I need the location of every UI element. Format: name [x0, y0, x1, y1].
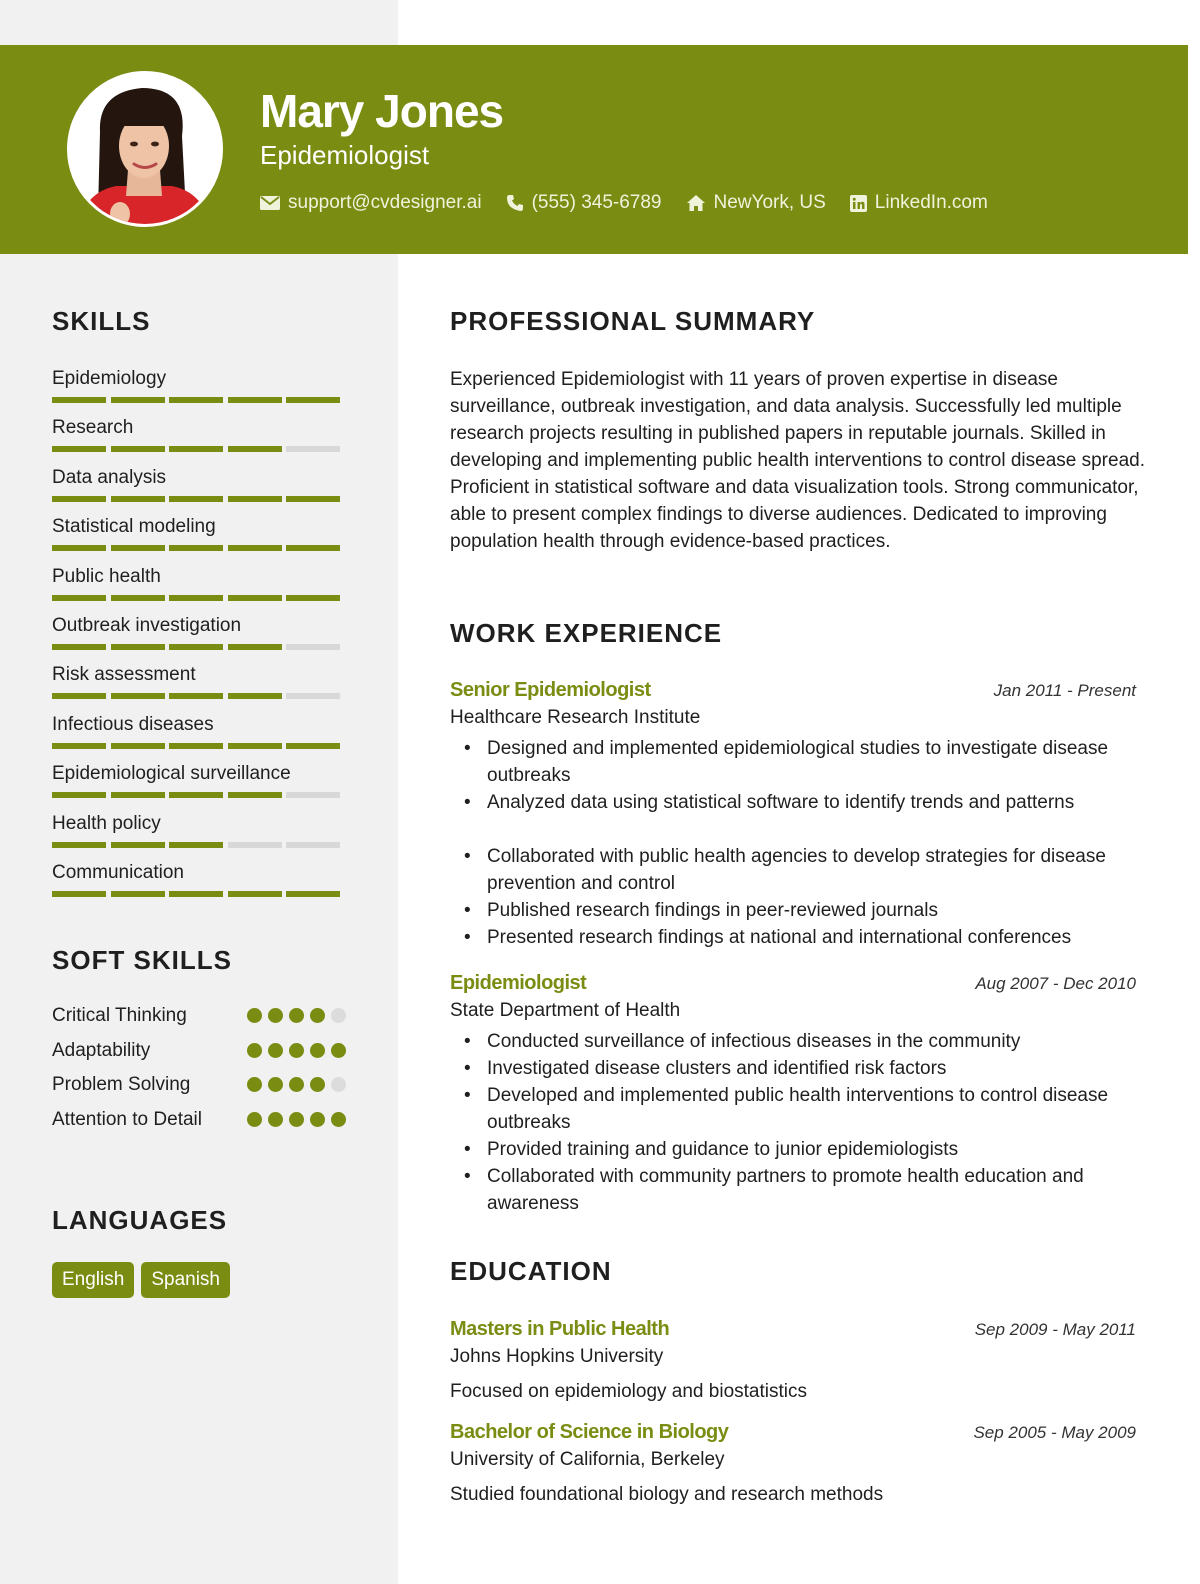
- skill-level-segment: [52, 496, 106, 502]
- job-role: Epidemiologist: [450, 972, 587, 994]
- skill-level-segment: [52, 693, 106, 699]
- education-entry: [450, 1418, 1136, 1508]
- school-name: Johns Hopkins University: [450, 1346, 664, 1367]
- skill-item: [52, 712, 346, 761]
- soft-skill-name: Problem Solving: [52, 1074, 191, 1095]
- bullet-item: • Conducted surveillance of infectious diseases in the community: [450, 1028, 1136, 1055]
- skill-name: Infectious diseases: [52, 713, 214, 735]
- bullet-item: • Analyzed data using statistical software to identify trends and patterns: [450, 789, 1136, 816]
- skill-level-segment: [286, 842, 340, 848]
- soft-skill-item: [52, 1106, 346, 1160]
- skill-level-segment: [169, 397, 223, 403]
- bullet-item: • Designed and implemented epidemiological studies to investigate disease outbreaks: [450, 735, 1136, 789]
- skill-level-segment: [111, 545, 165, 551]
- skill-level-segment: [111, 446, 165, 452]
- skill-level-segment: [52, 792, 106, 798]
- skill-level-bar: [52, 693, 346, 699]
- skill-item: [52, 514, 346, 563]
- skill-level-segment: [52, 743, 106, 749]
- skill-level-segment: [111, 891, 165, 897]
- skill-level-segment: [228, 496, 282, 502]
- bullet-item: • Investigated disease clusters and identified risk factors: [450, 1055, 1136, 1082]
- job-organization: Healthcare Research Institute: [450, 707, 701, 728]
- job-bullets: [450, 1028, 1136, 1217]
- contact-phone-text: (555) 345-6789: [531, 192, 662, 213]
- skill-level-bar: [52, 644, 346, 650]
- skill-level-segment: [228, 545, 282, 551]
- skill-level-bar: [52, 545, 346, 551]
- skill-level-segment: [169, 595, 223, 601]
- rating-dot: [268, 1112, 283, 1127]
- soft-skills-heading: SOFT SKILLS: [52, 945, 232, 975]
- skill-level-segment: [111, 743, 165, 749]
- job-organization: State Department of Health: [450, 1000, 681, 1021]
- skill-level-segment: [228, 891, 282, 897]
- language-badge: Spanish: [141, 1262, 230, 1298]
- skill-level-segment: [52, 397, 106, 403]
- education-heading: EDUCATION: [450, 1256, 612, 1286]
- education-description: Studied foundational biology and research methods: [450, 1484, 884, 1505]
- bullet-item: • Provided training and guidance to junior epidemiologists: [450, 1136, 1136, 1163]
- soft-skill-rating: [241, 1008, 346, 1023]
- soft-skill-rating: [241, 1077, 346, 1092]
- skill-name: Data analysis: [52, 466, 167, 488]
- bullet-item: • Developed and implemented public health interventions to control disease outbreaks: [450, 1082, 1136, 1136]
- rating-dot: [331, 1008, 346, 1023]
- skill-level-segment: [228, 446, 282, 452]
- contact-email-text: support@cvdesigner.ai: [288, 192, 482, 213]
- skill-level-segment: [169, 644, 223, 650]
- skill-level-segment: [169, 545, 223, 551]
- rating-dot: [289, 1077, 304, 1092]
- bullet-item: • Published research findings in peer-reviewed journals: [450, 897, 1136, 924]
- skill-level-segment: [228, 842, 282, 848]
- skill-level-bar: [52, 397, 346, 403]
- linkedin-icon: [850, 195, 867, 212]
- rating-dot: [247, 1043, 262, 1058]
- skill-item: [52, 860, 346, 909]
- soft-skill-name: Attention to Detail: [52, 1108, 202, 1130]
- skill-name: Health policy: [52, 812, 161, 834]
- skill-level-segment: [111, 496, 165, 502]
- skill-level-bar: [52, 496, 346, 502]
- skill-level-segment: [286, 595, 340, 601]
- skill-item: [52, 662, 346, 711]
- degree-name: Bachelor of Science in Biology: [450, 1421, 729, 1443]
- rating-dot: [331, 1043, 346, 1058]
- rating-dot: [289, 1112, 304, 1127]
- bullet-item: • Collaborated with community partners to promote health education and awareness: [450, 1163, 1136, 1217]
- contact-location-text: NewYork, US: [713, 192, 826, 213]
- soft-skill-name: Adaptability: [52, 1039, 151, 1061]
- soft-skill-item: [52, 1071, 346, 1106]
- skill-level-segment: [169, 842, 223, 848]
- skill-level-segment: [169, 446, 223, 452]
- languages-heading: LANGUAGES: [52, 1205, 228, 1235]
- skill-level-segment: [52, 446, 106, 452]
- rating-dot: [268, 1077, 283, 1092]
- skill-level-segment: [228, 397, 282, 403]
- skill-level-segment: [228, 792, 282, 798]
- experience-entry: [450, 969, 1136, 1217]
- skill-level-segment: [169, 693, 223, 699]
- soft-skill-rating: [241, 1043, 346, 1058]
- skill-level-segment: [286, 397, 340, 403]
- skill-level-segment: [286, 545, 340, 551]
- skill-level-segment: [111, 842, 165, 848]
- rating-dot: [310, 1077, 325, 1092]
- soft-skill-rating: [241, 1112, 346, 1127]
- skill-name: Epidemiological surveillance: [52, 763, 291, 785]
- skill-level-bar: [52, 891, 346, 897]
- skill-level-segment: [286, 644, 340, 650]
- rating-dot: [247, 1008, 262, 1023]
- bullet-item: • Collaborated with public health agencies to develop strategies for disease prevention and control: [450, 843, 1136, 897]
- summary-heading: PROFESSIONAL SUMMARY: [450, 306, 816, 336]
- soft-skill-item: [52, 1037, 346, 1072]
- skill-name: Statistical modeling: [52, 516, 216, 538]
- rating-dot: [331, 1077, 346, 1092]
- skill-level-segment: [111, 397, 165, 403]
- contact-location: [686, 192, 826, 214]
- rating-dot: [268, 1043, 283, 1058]
- skill-level-segment: [169, 891, 223, 897]
- skill-name: Outbreak investigation: [52, 614, 242, 636]
- skill-level-bar: [52, 842, 346, 848]
- soft-skills-list: [52, 1002, 346, 1160]
- rating-dot: [247, 1077, 262, 1092]
- skill-item: [52, 761, 346, 810]
- skill-item: [52, 415, 346, 464]
- job-role: Senior Epidemiologist: [450, 679, 651, 701]
- experience-entry: [450, 676, 1136, 951]
- skill-level-segment: [286, 792, 340, 798]
- skills-list: [52, 366, 346, 909]
- skill-item: [52, 613, 346, 662]
- education-entry: [450, 1315, 1136, 1405]
- skill-level-bar: [52, 792, 346, 798]
- skill-name: Public health: [52, 565, 161, 587]
- skill-item: [52, 465, 346, 514]
- skill-item: [52, 366, 346, 415]
- phone-icon: [506, 194, 524, 212]
- rating-dot: [310, 1043, 325, 1058]
- skill-name: Risk assessment: [52, 664, 196, 686]
- skill-level-segment: [169, 496, 223, 502]
- skill-level-segment: [111, 595, 165, 601]
- skill-level-segment: [52, 842, 106, 848]
- envelope-icon: [260, 195, 280, 211]
- job-title: Epidemiologist: [260, 140, 430, 170]
- skill-level-bar: [52, 446, 346, 452]
- candidate-name: Mary Jones: [260, 85, 504, 137]
- skill-level-segment: [52, 545, 106, 551]
- skill-level-bar: [52, 595, 346, 601]
- skill-level-segment: [286, 891, 340, 897]
- skill-level-segment: [111, 693, 165, 699]
- language-badge: English: [52, 1262, 134, 1298]
- rating-dot: [289, 1043, 304, 1058]
- rating-dot: [268, 1008, 283, 1023]
- skill-level-segment: [169, 743, 223, 749]
- soft-skill-name: Critical Thinking: [52, 1005, 187, 1026]
- skill-level-segment: [228, 743, 282, 749]
- skill-level-segment: [52, 644, 106, 650]
- education-dates: Sep 2009 - May 2011: [974, 1320, 1136, 1339]
- rating-dot: [331, 1112, 346, 1127]
- skill-level-segment: [228, 693, 282, 699]
- job-bullets: [450, 735, 1136, 951]
- skill-level-segment: [111, 644, 165, 650]
- contact-linkedin[interactable]: [850, 192, 988, 214]
- skill-level-segment: [228, 595, 282, 601]
- education-dates: Sep 2005 - May 2009: [973, 1423, 1136, 1442]
- skill-name: Research: [52, 417, 134, 439]
- skill-level-segment: [286, 743, 340, 749]
- bullet-item: • Presented research findings at national and international conferences: [450, 924, 1136, 951]
- contact-bar: [260, 190, 1012, 216]
- languages-list: [52, 1262, 237, 1298]
- rating-dot: [289, 1008, 304, 1023]
- skills-heading: SKILLS: [52, 306, 151, 336]
- skill-level-bar: [52, 743, 346, 749]
- experience-heading: WORK EXPERIENCE: [450, 618, 723, 648]
- home-icon: [686, 194, 706, 212]
- education-description: Focused on epidemiology and biostatistics: [450, 1381, 807, 1402]
- degree-name: Masters in Public Health: [450, 1318, 670, 1340]
- contact-linkedin-text: LinkedIn.com: [874, 192, 988, 213]
- rating-dot: [247, 1112, 262, 1127]
- skill-level-segment: [52, 595, 106, 601]
- summary-text: Experienced Epidemiologist with 11 years of proven expertise in disease surveillance, outbreak investigation, and data analysis. Successfully led multiple research projects resulting in published papers in reputable journals. Skilled in developing and implementing public health interventions to control disease spread. Proficient in statistical software and data visualization tools. Strong communicator, able to present complex findings to diverse audiences. Dedicated to improving population health through evidence-based practices.: [450, 369, 1145, 552]
- skill-name: Communication: [52, 861, 184, 883]
- job-dates: Jan 2011 - Present: [993, 681, 1136, 700]
- contact-phone[interactable]: [506, 192, 662, 214]
- skill-level-segment: [286, 496, 340, 502]
- skill-level-segment: [169, 792, 223, 798]
- rating-dot: [310, 1008, 325, 1023]
- skill-level-segment: [52, 891, 106, 897]
- job-dates: Aug 2007 - Dec 2010: [975, 974, 1136, 993]
- school-name: University of California, Berkeley: [450, 1449, 725, 1470]
- skill-item: [52, 811, 346, 860]
- contact-email[interactable]: [260, 192, 482, 214]
- soft-skill-item: [52, 1002, 346, 1037]
- skill-item: [52, 564, 346, 613]
- skill-name: Epidemiology: [52, 368, 167, 389]
- rating-dot: [310, 1112, 325, 1127]
- avatar: [67, 71, 223, 227]
- skill-level-segment: [286, 446, 340, 452]
- skill-level-segment: [111, 792, 165, 798]
- skill-level-segment: [286, 693, 340, 699]
- skill-level-segment: [228, 644, 282, 650]
